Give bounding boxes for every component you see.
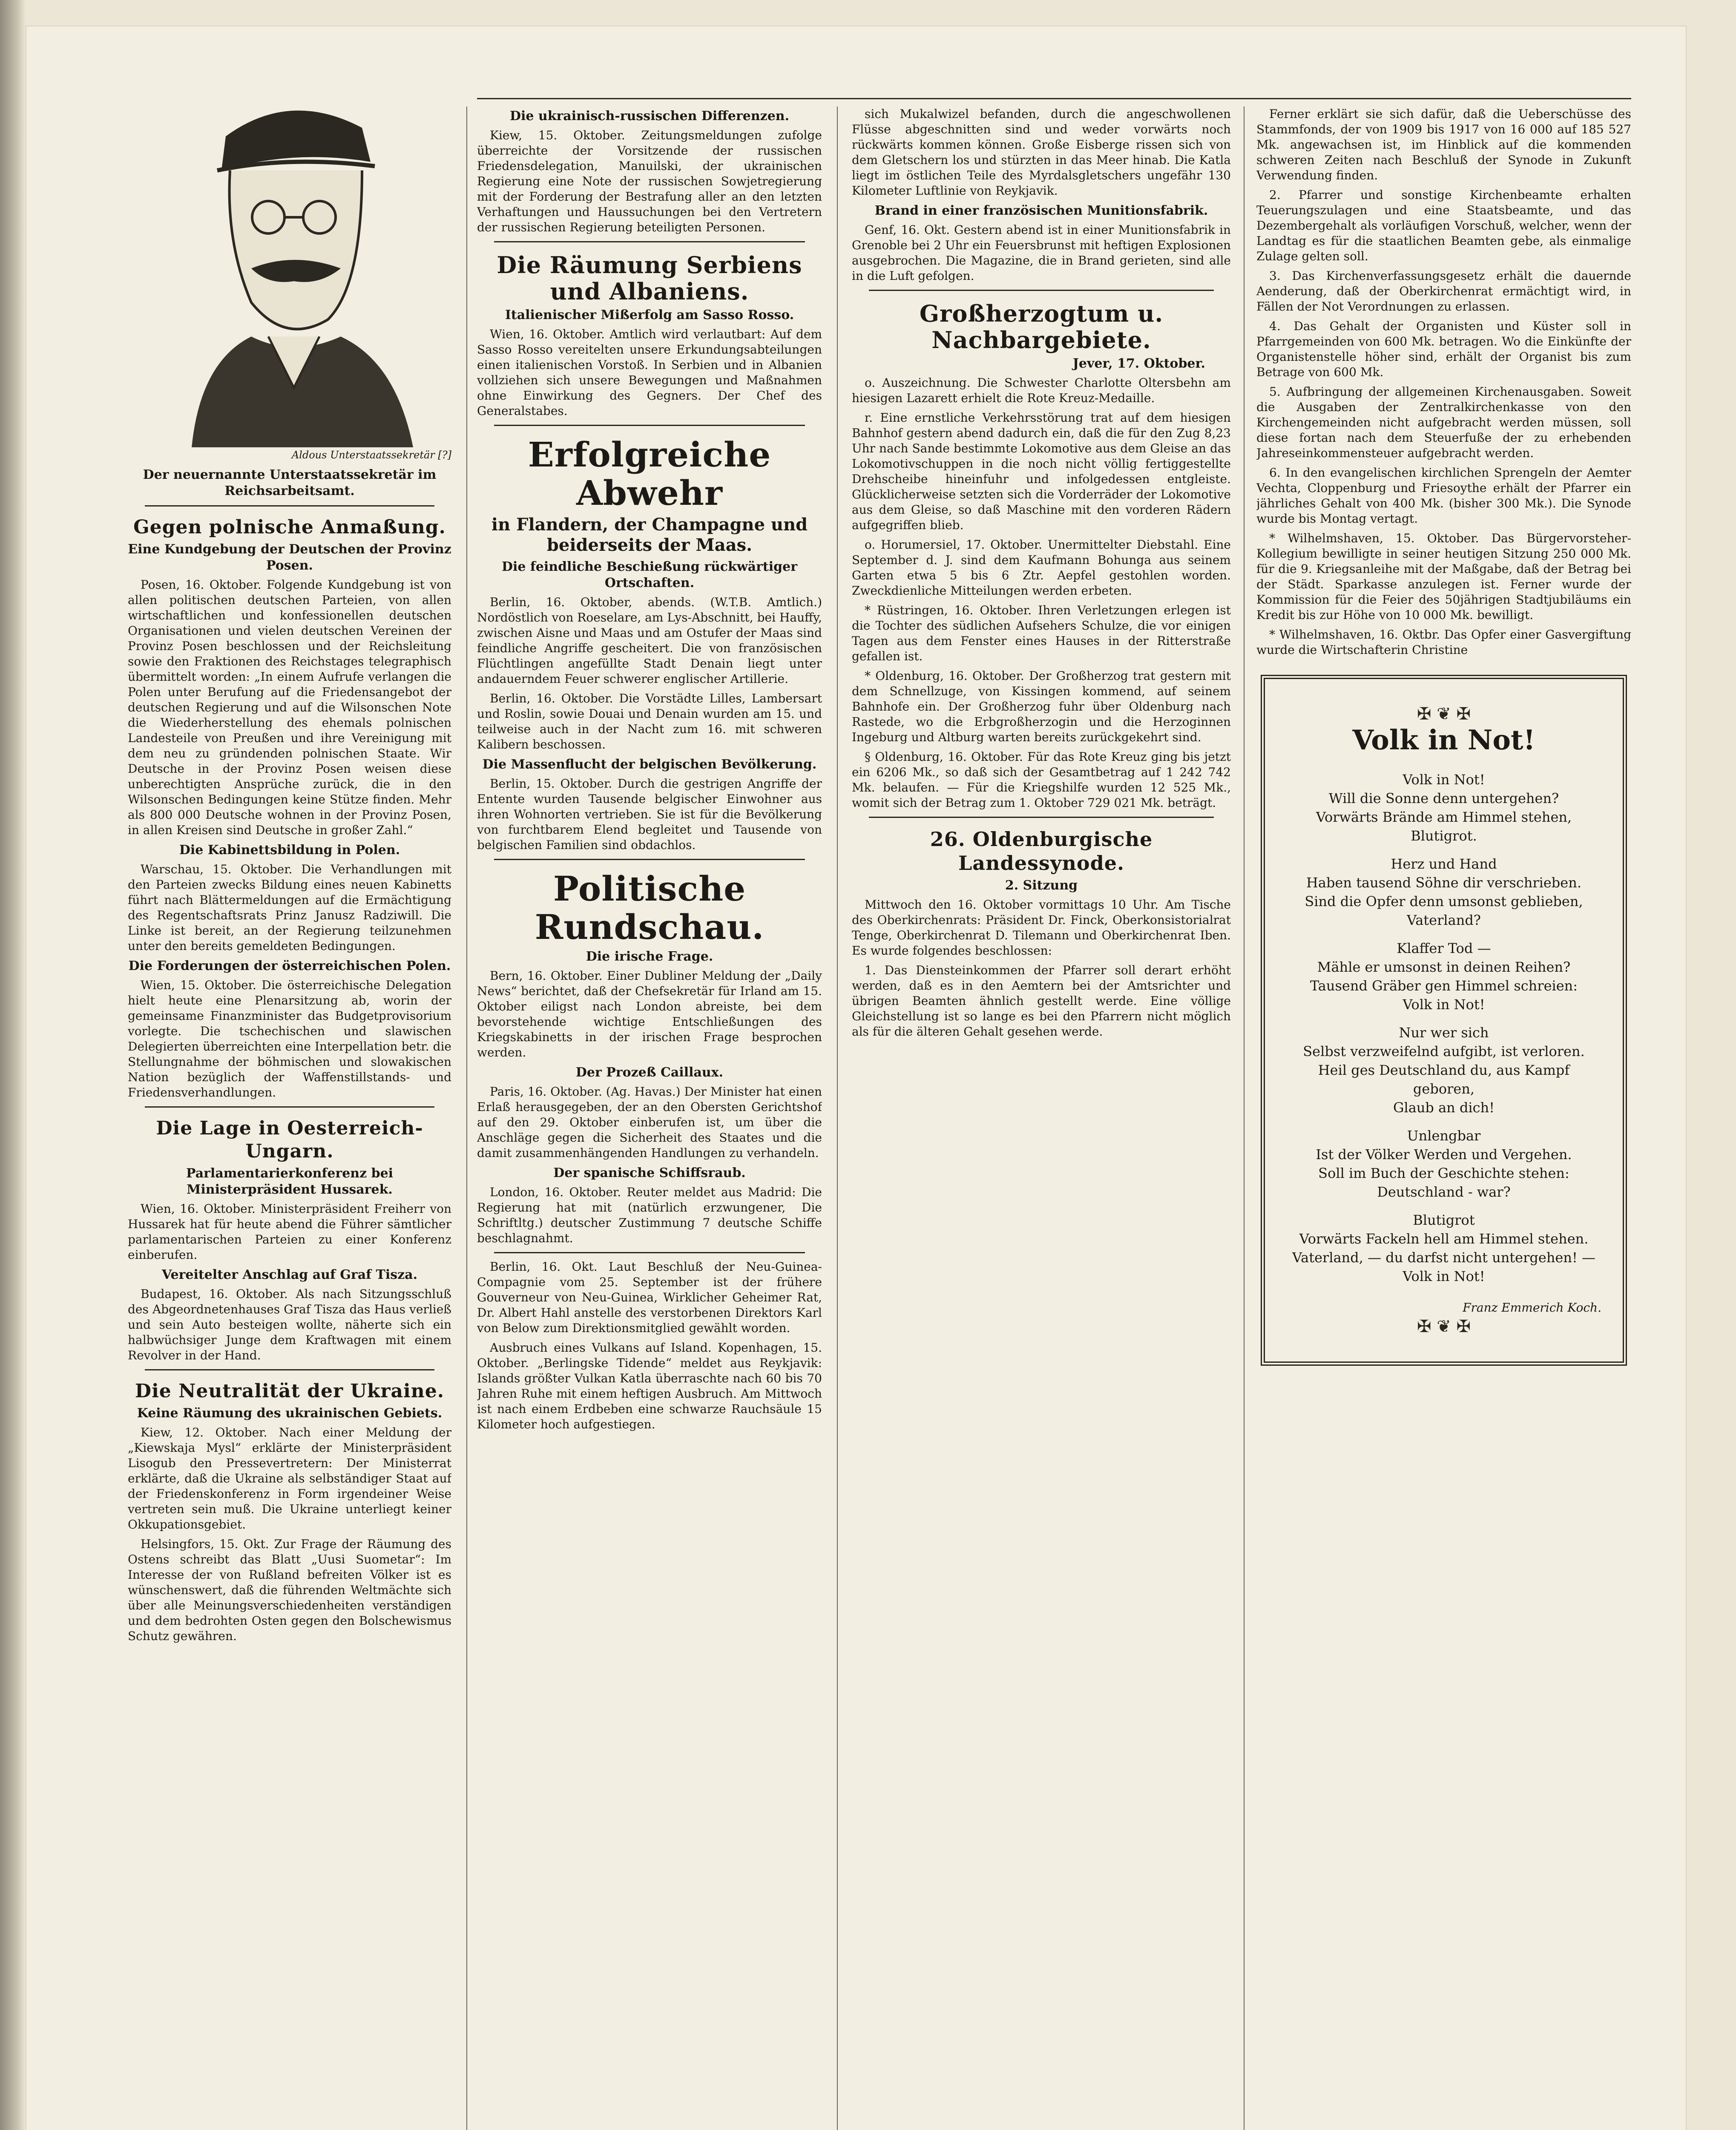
portrait-caption: Der neuernannte Unterstaatssekretär im Reichsarbeitsamt. xyxy=(143,467,437,498)
poem-author: Franz Emmerich Koch. xyxy=(1463,1301,1601,1315)
poem-line: Volk in Not! xyxy=(1403,996,1485,1013)
article-paragraph: Berlin, 16. Oktober, abends. (W.T.B. Amtlich.) Nordöstlich von Roeselare, am Lys-Abschnitt, bei Hauffy, zwischen Aisne und Maas und am Ostufer der Maas sind feindliche Angriffe gescheitert. Die von französischen Flüchtlingen angefüllte Stadt Denain liegt unter andauerndem Feuer schwerer englischer Artillerie. xyxy=(477,595,822,686)
portrait-signature: Aldous Unterstaatssekretär [?] xyxy=(291,449,451,461)
poem-line: Vorwärts Brände am Himmel stehen, xyxy=(1316,809,1572,825)
poem-line: Nur wer sich xyxy=(1399,1025,1489,1041)
poem-line: Klaffer Tod — xyxy=(1397,940,1491,956)
article-paragraph: London, 16. Oktober. Reuter meldet aus Madrid: Die Regierung hat mit (natürlich erzwungener, Die Schriftltg.) deutscher Zustimmung 7 deutsche Schiffe beschlagnahmt. xyxy=(477,1185,822,1245)
article-paragraph: sich Mukalwizel befanden, durch die angeschwollenen Flüsse abgeschnitten sind und weder vorwärts noch rückwärts kommen können. Große Eisberge rissen sich von dem Gletschern los und stürzten in das Meer hinab. Die Katla liegt im östlichen Teile des Myrdalsgletschers ungefähr 130 Kilometer Luftlinie von Reykjavik. xyxy=(852,107,1231,198)
section-headline: Großherzogtum u. Nachbargebiete. xyxy=(919,300,1164,354)
article-paragraph: Berlin, 16. Oktober. Die Vorstädte Lilles, Lambersart und Roslin, sowie Douai und Denain wurden am 15. und teilweise auch in der Nacht zum 16. mit schweren Kalibern beschossen. xyxy=(477,691,822,751)
subheadline: Die Kabinettsbildung in Polen. xyxy=(179,843,400,858)
divider xyxy=(145,505,434,507)
article-paragraph: Kiew, 12. Oktober. Nach einer Meldung der „Kiewskaja Mysl“ erklärte der Ministerpräsident Lisogub den Pressevertretern: Der Ministerrat erklärte, daß die Ukraine als selbständiger Staat auf der Friedenskonferenz in Form irgendeiner Weise vertreten sein muß. Die Ukraine unterliegt keiner Okkupationsgebiet. xyxy=(128,1425,451,1531)
headline: Gegen polnische Anmaßung. xyxy=(133,516,446,538)
article-paragraph: 3. Das Kirchenverfassungsgesetz erhält die dauernde Aenderung, daß der Oberkirchenrat ermächtigt wird, in Fällen der Not Verordnungen zu erlassen. xyxy=(1256,269,1631,314)
headline: Die Räumung Serbiens und Albaniens. xyxy=(497,251,802,305)
header-rule xyxy=(477,98,1631,99)
poem-line: Mähle er umsonst in deinen Reihen? xyxy=(1317,959,1571,975)
article-paragraph: Ausbruch eines Vulkans auf Island. Kopenhagen, 15. Oktober. „Berlingske Tidende“ meldet aus Reykjavik: Islands größter Vulkan Katla überraschte nach 60 bis 70 Jahren Ruhe mit einem heftigen Ausbruch. Am Mittwoch ist nach einem Erdbeben eine schwarze Rauchsäule 15 Kilometer hoch aufgestiegen. xyxy=(477,1341,822,1431)
article-paragraph: Budapest, 16. Oktober. Als nach Sitzungsschluß des Abgeordnetenhauses Graf Tisza das Haus verließ und sein Auto besteigen wollte, näherte sich ein halbwüchsiger Junge dem Kraftwagen mit einem Revolver in der Hand. xyxy=(128,1287,451,1362)
subheadline: Keine Räumung des ukrainischen Gebiets. xyxy=(137,1406,443,1421)
column-rule-2 xyxy=(837,106,838,2130)
poem-line: Volk in Not! xyxy=(1403,1268,1485,1284)
poem-line: Blutigrot xyxy=(1413,1212,1475,1228)
divider xyxy=(494,241,805,242)
dateline: Jever, 17. Oktober. xyxy=(1072,356,1205,371)
article-paragraph: Berlin, 15. Oktober. Durch die gestrigen Angriffe der Entente wurden Tausende belgischer Einwohner aus ihren Wohnorten vertrieben. Sie ist für die Bevölkerung von furchtbarem Elend begleitet und Tausende von belgischen Familien sind obdachlos. xyxy=(477,777,822,852)
article-paragraph: 2. Pfarrer und sonstige Kirchenbeamte erhalten Teuerungszulagen und eine Staatsbeamte, und das Dezembergehalt als vorläufigen Vorschuß, welcher, wenn der Landtag es für die staatlichen Beamten gebe, als einmalige Zulage gelten soll. xyxy=(1256,188,1631,263)
subheadline: Die feindliche Beschießung rückwärtiger Ortschaften. xyxy=(501,559,798,590)
column-3 xyxy=(852,106,1231,2130)
subheadline: Eine Kundgebung der Deutschen der Provinz Posen. xyxy=(128,542,451,573)
poem-line: Vaterland? xyxy=(1407,912,1481,928)
ornament-icon: ✠ ❦ ✠ xyxy=(1417,1317,1471,1336)
article-paragraph: * Rüstringen, 16. Oktober. Ihren Verletzungen erlegen ist die Tochter des südlichen Aufsehers Schulze, die vor einigen Tagen aus dem Fenster eines Hauses in der Ritterstraße gefallen ist. xyxy=(852,603,1231,663)
poem-line: Will die Sonne denn untergehen? xyxy=(1328,790,1559,806)
headline: Die Neutralität der Ukraine. xyxy=(135,1380,445,1402)
poem-line: Vorwärts Fackeln hell am Himmel stehen. xyxy=(1299,1231,1589,1247)
poem-title: Volk in Not! xyxy=(1352,724,1535,756)
article-paragraph: Berlin, 16. Okt. Laut Beschluß der Neu-Guinea-Compagnie vom 25. September ist der frühere Gouverneur von Neu-Guinea, Wirklicher Geheimer Rat, Dr. Albert Hahl anstelle des verstorbenen Direktors Karl von Below zum Direktionsmitglied gewählt worden. xyxy=(477,1260,822,1335)
poem-stanza-gap xyxy=(1286,1014,1601,1023)
article-paragraph: Wien, 15. Oktober. Die österreichische Delegation hielt heute eine Plenarsitzung ab, worin der gemeinsame Finanzminister das Budgetprovisorium vorlegte. Die tschechischen und slawischen Delegierten überreichten eine Interpellation betr. die Stellungnahme der böhmischen und slowakischen Nation bezüglich der Waffenstillstands- und Friedensverhandlungen. xyxy=(128,978,451,1100)
article-paragraph: Warschau, 15. Oktober. Die Verhandlungen mit den Parteien zwecks Bildung eines neuen Kabinetts führt nach Blättermeldungen auf die Ermächtigung des Regentschaftsrats Prinz Janusz Radziwill. Die Linke ist bereit, an der Regierung teilzunehmen unter den bereits gemeldeten Bedingungen. xyxy=(128,862,451,953)
article-paragraph: * Wilhelmshaven, 16. Oktbr. Das Opfer einer Gasvergiftung wurde die Wirtschafterin Christine xyxy=(1256,627,1631,657)
portrait-sketch-icon xyxy=(141,64,439,447)
subheadline: Der Prozeß Caillaux. xyxy=(575,1065,724,1080)
article-paragraph: 1. Das Diensteinkommen der Pfarrer soll derart erhöht werden, daß es in den Aemtern bei der Amtsrichter und übrigen Beamten ähnlich gestellt werde. Eine völlige Gleichstellung ist so lange es bei den Pfarrern nicht möglich als für die älteren Gehalt gesehen werde. xyxy=(852,963,1231,1039)
poem-line: Selbst verzweifelnd aufgibt, ist verloren. xyxy=(1303,1043,1585,1059)
poem-line: Tausend Gräber gen Himmel schreien: xyxy=(1310,978,1578,994)
article-paragraph: Wien, 16. Oktober. Amtlich wird verlautbart: Auf dem Sasso Rosso vereitelten unsere Erkundungsabteilungen einen italienischen Vorstoß. In Serbien und in Albanien vollziehen sich unsere Bewegungen und Maßnahmen ohne Einwirkung des Gegners. Der Chef des Generalstabes. xyxy=(477,327,822,418)
article-paragraph: Kiew, 15. Oktober. Zeitungsmeldungen zufolge überreichte der Vorsitzende der russischen Friedensdelegation, Manuilski, der ukrainischen Regierung eine Note der russischen Sowjetregierung mit der Forderung der Bestrafung aller an den letzten Verhaftungen und Haussuchungen bei den Vertretern der russischen Regierung beteiligten Personen. xyxy=(477,128,822,234)
article-paragraph: Genf, 16. Okt. Gestern abend ist in einer Munitionsfabrik in Grenoble bei 2 Uhr ein Feuersbrunst mit heftigen Explosionen ausgebrochen. Die Magazine, die in Brand gerieten, sind alle in die Luft gefolgen. xyxy=(852,223,1231,283)
article-paragraph: o. Auszeichnung. Die Schwester Charlotte Oltersbehn am hiesigen Lazarett erhielt die Rote Kreuz-Medaille. xyxy=(852,376,1231,405)
article-paragraph: * Oldenburg, 16. Oktober. Der Großherzog trat gestern mit dem Schnellzuge, von Kissingen kommend, auf seinem Bahnhofe ein. Der Großherzog fuhr über Oldenburg nach Rastede, wo die Erbgroßherzogin und die Herzoginnen Ingeburg und Altburg warten bereits zurückgekehrt sind. xyxy=(852,669,1231,744)
headline-large: Politische Rundschau. xyxy=(535,869,765,947)
poem-line: Volk in Not! xyxy=(1403,771,1485,788)
subheadline: Die Massenflucht der belgischen Bevölkerung. xyxy=(482,757,817,772)
article-paragraph: 6. In den evangelischen kirchlichen Sprengeln der Aemter Vechta, Cloppenburg und Friesoythe erhält der Pfarrer ein jährliches Gehalt von 400 Mk. (bisher 300 Mk.). Die Synode wurde bis Montag vertagt. xyxy=(1256,466,1631,526)
divider xyxy=(869,290,1214,291)
subheadline: Die ukrainisch-russischen Differenzen. xyxy=(509,109,790,124)
article-paragraph: Wien, 16. Oktober. Ministerpräsident Freiherr von Hussarek hat für heute abend die Führer sämtlicher parlamentarischen Parteien zu einer Konferenz einberufen. xyxy=(128,1202,451,1262)
poem-line: Glaub an dich! xyxy=(1393,1100,1495,1116)
subheadline: Brand in einer französischen Munitionsfabrik. xyxy=(874,203,1208,218)
headline: Die Lage in Oesterreich-Ungarn. xyxy=(156,1117,423,1162)
poem-line: Ist der Völker Werden und Vergehen. xyxy=(1316,1146,1572,1163)
column-2 xyxy=(477,106,822,2130)
poem-line: Unlengbar xyxy=(1407,1128,1481,1144)
article-paragraph: Helsingfors, 15. Okt. Zur Frage der Räumung des Ostens schreibt das Blatt „Uusi Suometar“: Im Interesse der von Rußland befreiten Völker ist es wünschenswert, daß die führenden Weltmächte sich über alle Meinungsverschiedenheiten verständigen und dem bedrohten Osten gegen den Bolschewismus Schutz gewähren. xyxy=(128,1537,451,1643)
column-1 xyxy=(128,51,451,2130)
poem-stanza-gap xyxy=(1286,1201,1601,1211)
divider xyxy=(145,1106,434,1108)
article-paragraph: r. Eine ernstliche Verkehrsstörung trat auf dem hiesigen Bahnhof gestern abend dadurch ein, daß die für den Zug 8,23 Uhr nach Sande bestimmte Lokomotive aus dem Gleise an das Lokomotivschuppen in die noch nicht völlig fertiggestellte Drehscheibe hineinfuhr und infolgedessen entgleiste. Glücklicherweise setzten sich die Vorderräder der Lokomotive aus dem Gleise, so daß Maschine mit den vorderen Rädern aufgegriffen blieb. xyxy=(852,411,1231,532)
divider xyxy=(869,817,1214,818)
subheadline: Vereitelter Anschlag auf Graf Tisza. xyxy=(161,1267,418,1282)
divider xyxy=(494,1252,805,1253)
divider xyxy=(494,425,805,426)
article-paragraph: Posen, 16. Oktober. Folgende Kundgebung ist von allen politischen deutschen Parteien, von allen wirtschaftlichen und konfessionellen deutschen Organisationen und vielen deutschen Vereinen der Provinz Posen beschlossen und der Reichsleitung sowie den Fraktionen des Reichstages telegraphisch übermittelt worden: „In einem Aufrufe verlangen die Polen unter Berufung auf die Friedensangebot der deutschen Regierung und auf die Wilsonschen Note die Wiederherstellung des ehemals polnischen Landesteile von Preußen und ihre Vereinigung mit dem neu zu gründenden polnischen Staate. Wir Deutsche in der Provinz Posen weisen diese unberechtigten Ansprüche zurück, die in den Wilsonschen Bedingungen keine Stütze finden. Mehr als 800 000 Deutsche wohnen in der Provinz Posen, in allen Kreisen sind Deutsche in großer Zahl.“ xyxy=(128,578,451,837)
poem-line: Soll im Buch der Geschichte stehen: xyxy=(1318,1165,1569,1181)
headline: 26. Oldenburgische Landessynode. xyxy=(930,828,1153,875)
article-paragraph: * Wilhelmshaven, 15. Oktober. Das Bürgervorsteher-Kollegium bewilligte in seiner heutigen Sitzung 250 000 Mk. für die 9. Kriegsanleihe mit der Maßgabe, daß der Betrag bei der Städt. Sparkasse anzulegen ist. Ferner wurde der Kommission für die Feier des 50jährigen Stadtjubiläums ein Kredit bis zur Höhe von 10 000 Mk. bewilligt. xyxy=(1256,531,1631,622)
poem-stanza-gap xyxy=(1286,1117,1601,1126)
poem-line: Vaterland, — du darfst nicht untergehen! — xyxy=(1292,1249,1595,1266)
poem-line: Blutigrot. xyxy=(1411,828,1477,844)
subheadline: Parlamentarierkonferenz bei Ministerpräsident Hussarek. xyxy=(186,1166,394,1197)
book-spine-shadow xyxy=(0,0,26,2130)
poem-line: Haben tausend Söhne dir verschrieben. xyxy=(1306,875,1581,891)
headline-large: Erfolgreiche Abwehr xyxy=(528,435,771,513)
subheadline: in Flandern, der Champagne und beiderseits der Maas. xyxy=(491,515,808,555)
poem-line: Deutschland - war? xyxy=(1377,1184,1511,1200)
article-paragraph: o. Horumersiel, 17. Oktober. Unermittelter Diebstahl. Eine September d. J. sind dem Kaufmann Bohunga aus seinem Garten etwa 5 bis 6 Ztr. Aepfel gestohlen worden. Zweckdienliche Mitteilungen werden erbeten. xyxy=(852,538,1231,598)
article-paragraph: 5. Aufbringung der allgemeinen Kirchenausgaben. Soweit die Ausgaben der Zentralkirchenkasse von den Kirchengemeinden nicht aufgebracht werden müssen, soll diese fortan nach dem Steuerfuße der zu erhebenden Jahreseinkommensteuer aufgebracht werden. xyxy=(1256,385,1631,460)
article-paragraph: Mittwoch den 16. Oktober vormittags 10 Uhr. Am Tische des Oberkirchenrats: Präsident Dr. Finck, Oberkonsistorialrat Tenge, Oberkirchenrat D. Tilemann und Oberkirchenrat Iben. Es wurde folgendes beschlossen: xyxy=(852,898,1231,958)
ornament-icon: ✠ ❦ ✠ xyxy=(1417,704,1471,724)
column-4 xyxy=(1256,106,1631,2130)
poem-line: Herz und Hand xyxy=(1391,856,1497,872)
subheadline: Die Forderungen der österreichischen Polen. xyxy=(128,958,451,973)
subheadline: 2. Sitzung xyxy=(1005,878,1078,893)
poem-box xyxy=(1261,675,1627,1366)
divider xyxy=(145,1369,434,1370)
article-paragraph: § Oldenburg, 16. Oktober. Für das Rote Kreuz ging bis jetzt ein 6206 Mk., so daß sich der Gesamtbetrag auf 1 242 742 Mk. belaufen. — Für die Kriegshilfe wurden 12 525 Mk., womit sich der Betrag zum 1. Oktober 729 021 Mk. beträgt. xyxy=(852,750,1231,810)
divider xyxy=(494,859,805,860)
portrait-illustration xyxy=(141,64,439,447)
column-rule-3 xyxy=(1244,106,1245,2130)
poem-stanza-gap xyxy=(1286,845,1601,855)
poem-lines xyxy=(1286,770,1601,1286)
article-paragraph: 4. Das Gehalt der Organisten und Küster soll in Pfarrgemeinden von 600 Mk. betragen. Wo die Einkünfte der Organistenstelle höher sind, erhält der Organist bis zum Betrage von 600 Mk. xyxy=(1256,319,1631,379)
subheadline: Der spanische Schiffsraub. xyxy=(553,1166,746,1180)
subheadline: Italienischer Mißerfolg am Sasso Rosso. xyxy=(505,308,794,322)
article-paragraph: Ferner erklärt sie sich dafür, daß die Ueberschüsse des Stammfonds, der von 1909 bis 1917 von 16 000 auf 185 527 Mk. angewachsen ist, im Hinblick auf die kommenden schweren Zeiten nach Beschluß der Synode in Zukunft Verwendung finden. xyxy=(1256,107,1631,182)
article-paragraph: Paris, 16. Oktober. (Ag. Havas.) Der Minister hat einen Erlaß herausgegeben, der an den Obersten Gerichtshof auf den 29. Oktober einberufen ist, um über die Anschläge gegen die Sicherheit des Staates und die damit zusammenhängenden Handlungen zu verhandeln. xyxy=(477,1085,822,1160)
poem-line: Sind die Opfer denn umsonst geblieben, xyxy=(1305,893,1583,910)
article-paragraph: Bern, 16. Oktober. Einer Dubliner Meldung der „Daily News“ berichtet, daß der Chefsekretär für Irland am 15. Oktober eiligst nach London abreiste, bei dem bevorstehende wichtige Entschließungen des Kriegskabinetts in der irischen Frage besprochen werden. xyxy=(477,969,822,1059)
poem-stanza-gap xyxy=(1286,930,1601,939)
poem-line: Heil ges Deutschland du, aus Kampf geboren, xyxy=(1318,1062,1570,1097)
subheadline: Die irische Frage. xyxy=(586,949,713,964)
column-rule-1 xyxy=(466,106,467,2130)
